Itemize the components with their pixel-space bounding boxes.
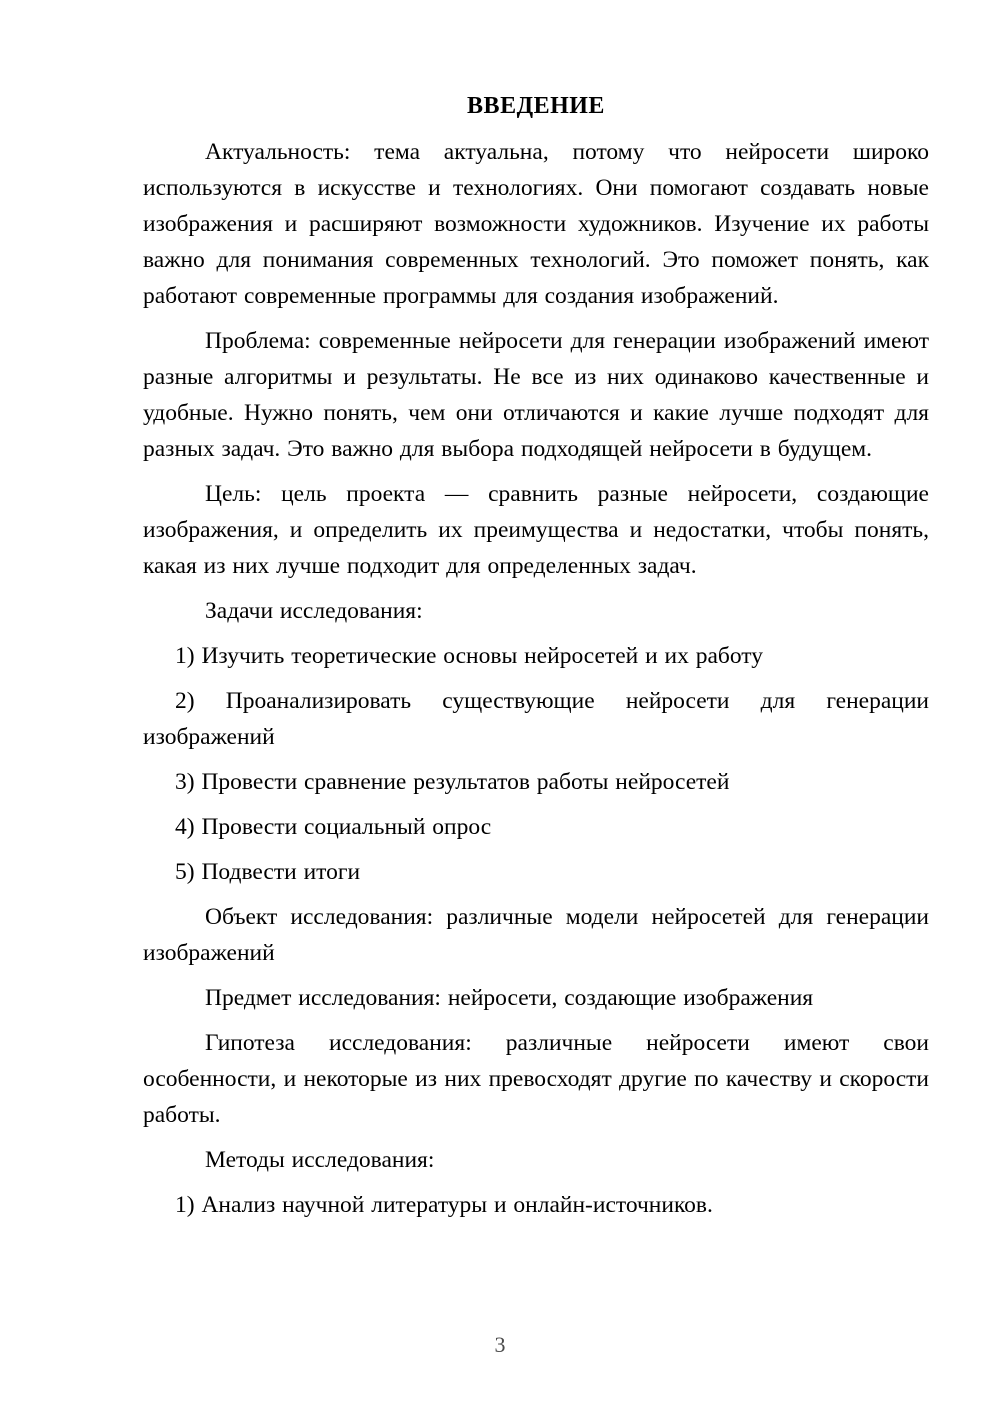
task-item-1: 1) Изучить теоретические основы нейросетей и их работу [175, 643, 764, 669]
paragraph-relevance: Актуальность: тема актуальна, потому что нейросети широко используются в искусстве и технологиях. Они помогают создавать новые изображения и расширяют возможности художников. Изучение их работы важно для понимания современных технологий. Это поможет понять, как работают современные программы для создания изображений. [143, 139, 929, 309]
page-number: 3 [494, 1332, 506, 1357]
task-item-2: 2) Проанализировать существующие нейросети для генерации изображений [143, 688, 929, 750]
paragraph-problem: Проблема: современные нейросети для генерации изображений имеют разные алгоритмы и результаты. Не все из них одинаково качественные и удобные. Нужно понять, чем они отличаются и какие лучше подходят для разных задач. Это важно для выбора подходящей нейросети в будущем. [143, 328, 929, 462]
paragraph-object: Объект исследования: различные модели нейросетей для генерации изображений [143, 904, 929, 966]
paragraph-tasks-heading: Задачи исследования: [205, 598, 423, 624]
task-item-5: 5) Подвести итоги [175, 859, 361, 885]
task-item-3: 3) Провести сравнение результатов работы нейросетей [175, 769, 730, 795]
paragraph-methods-heading: Методы исследования: [205, 1147, 435, 1173]
paragraph-hypothesis: Гипотеза исследования: различные нейросети имеют свои особенности, и некоторые из них превосходят другие по качеству и скорости работы. [143, 1030, 929, 1128]
method-item-1: 1) Анализ научной литературы и онлайн-источников. [175, 1192, 713, 1218]
paragraph-goal: Цель: цель проекта — сравнить разные нейросети, создающие изображения, и определить их преимущества и недостатки, чтобы понять, какая из них лучше подходит для определенных задач. [143, 481, 929, 579]
task-item-4: 4) Провести социальный опрос [175, 814, 492, 840]
page-title: ВВЕДЕНИЕ [467, 93, 605, 119]
paragraph-subject: Предмет исследования: нейросети, создающие изображения [205, 985, 814, 1011]
